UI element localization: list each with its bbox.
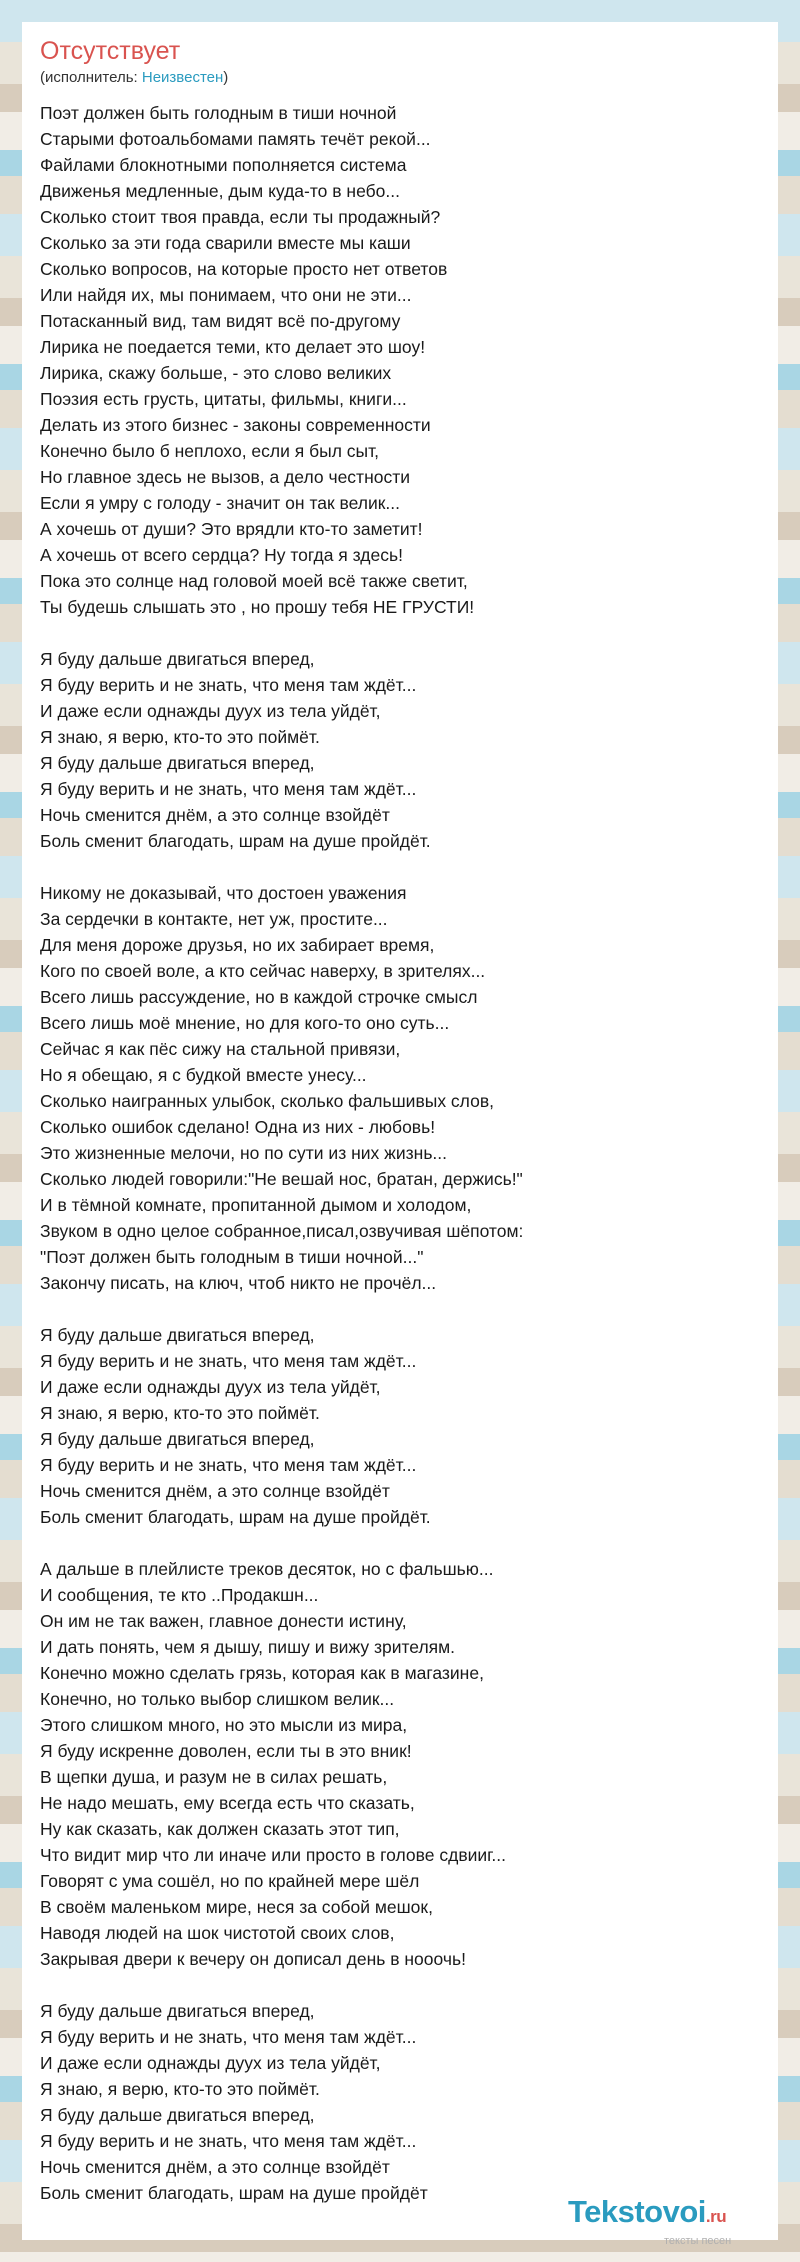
lyrics-line: Я буду дальше двигаться вперед, [40, 2001, 315, 2021]
lyrics-line: Боль сменит благодать, шрам на душе пройдёт [40, 2183, 428, 2203]
lyrics-line: Всего лишь рассуждение, но в каждой строчке смысл [40, 987, 478, 1007]
lyrics-line: Я знаю, я верю, кто-то это поймёт. [40, 1403, 320, 1423]
lyrics-line: Я буду искренне доволен, если ты в это вник! [40, 1741, 412, 1761]
lyrics-line: Я буду дальше двигаться вперед, [40, 1325, 315, 1345]
lyrics-line: Наводя людей на шок чистотой своих слов, [40, 1923, 395, 1943]
lyrics-line: Поэзия есть грусть, цитаты, фильмы, книги... [40, 389, 407, 409]
lyrics-line: Закрывая двери к вечеру он дописал день в нооочь! [40, 1949, 466, 1969]
lyrics-line: Звуком в одно целое собранное,писал,озвучивая шёпотом: [40, 1221, 524, 1241]
lyrics-line: Я буду дальше двигаться вперед, [40, 649, 315, 669]
lyrics-line: Я буду верить и не знать, что меня там ждёт... [40, 2027, 417, 2047]
lyrics-sheet [22, 22, 778, 2240]
lyrics-line: Ночь сменится днём, а это солнце взойдёт [40, 805, 390, 825]
lyrics-line: Он им не так важен, главное донести истину, [40, 1611, 407, 1631]
lyrics-line: Я буду верить и не знать, что меня там ждёт... [40, 2131, 417, 2151]
artist-link[interactable]: Неизвестен [141, 69, 224, 86]
lyrics-line: Боль сменит благодать, шрам на душе пройдёт. [40, 1507, 431, 1527]
lyrics-line: Или найдя их, мы понимаем, что они не эти... [40, 285, 412, 305]
lyrics-line: Я знаю, я верю, кто-то это поймёт. [40, 727, 320, 747]
lyrics-line: Делать из этого бизнес - законы современности [40, 415, 431, 435]
lyrics-line: Лирика, скажу больше, - это слово великих [40, 363, 392, 383]
lyrics-line: Лирика не поедается теми, кто делает это шоу! [40, 337, 426, 357]
song-title: Отсутствует [40, 37, 181, 65]
lyrics-stanza [40, 1322, 760, 1530]
lyrics-line: И дать понять, чем я дышу, пишу и вижу зрителям. [40, 1637, 456, 1657]
lyrics-line: Говорят с ума сошёл, но по крайней мере шёл [40, 1871, 420, 1891]
lyrics-line: И даже если однажды дуух из тела уйдёт, [40, 2053, 381, 2073]
lyrics-line: Пока это солнце над головой моей всё также светит, [40, 571, 468, 591]
logo-tld: .ru [705, 2207, 727, 2226]
lyrics-stanza [40, 646, 760, 854]
lyrics-line: Я буду дальше двигаться вперед, [40, 753, 315, 773]
lyrics-line: И даже если однажды дуух из тела уйдёт, [40, 1377, 381, 1397]
lyrics-line: Но главное здесь не вызов, а дело честности [40, 467, 411, 487]
lyrics-line: В своём маленьком мире, неся за собой мешок, [40, 1897, 433, 1917]
lyrics-line: Сколько вопросов, на которые просто нет ответов [40, 259, 448, 279]
site-logo[interactable] [568, 2195, 740, 2251]
lyrics-line: Для меня дороже друзья, но их забирает время, [40, 935, 435, 955]
lyrics-line: Старыми фотоальбомами память течёт рекой... [40, 129, 431, 149]
lyrics-line: Я буду дальше двигаться вперед, [40, 2105, 315, 2125]
lyrics-line: Я буду дальше двигаться вперед, [40, 1429, 315, 1449]
lyrics-line: Потасканный вид, там видят всё по-другому [40, 311, 401, 331]
lyrics-line: Сколько наигранных улыбок, сколько фальшивых слов, [40, 1091, 494, 1111]
lyrics-line: Кого по своей воле, а кто сейчас наверху, в зрителях... [40, 961, 486, 981]
lyrics-line: "Поэт должен быть голодным в тиши ночной..." [40, 1247, 424, 1267]
lyrics-stanza [40, 880, 760, 1296]
lyrics-line: За сердечки в контакте, нет уж, простите... [40, 909, 388, 929]
credit-suffix: ) [223, 69, 229, 86]
lyrics-line: Ну как сказать, как должен сказать этот тип, [40, 1819, 400, 1839]
lyrics-line: Боль сменит благодать, шрам на душе пройдёт. [40, 831, 431, 851]
lyrics-line: Я буду верить и не знать, что меня там ждёт... [40, 675, 417, 695]
lyrics-line: Файлами блокнотными пополняется система [40, 155, 407, 175]
lyrics-line: Этого слишком много, но это мысли из мира, [40, 1715, 408, 1735]
lyrics-line: А дальше в плейлисте треков десяток, но с фальшью... [40, 1559, 494, 1579]
lyrics-line: Сколько людей говорили:"Не вешай нос, братан, держись!" [40, 1169, 523, 1189]
lyrics-line: Конечно было б неплохо, если я был сыт, [40, 441, 380, 461]
lyrics-stanza [40, 1998, 760, 2206]
lyrics-line: Ты будешь слышать это , но прошу тебя НЕ ГРУСТИ! [40, 597, 475, 617]
lyrics-line: А хочешь от всего сердца? Ну тогда я здесь! [40, 545, 403, 565]
lyrics-stanza [40, 100, 760, 620]
logo-name: Tekstovoi [568, 2194, 706, 2229]
lyrics-line: В щепки душа, и разум не в силах решать, [40, 1767, 388, 1787]
lyrics-line: Ночь сменится днём, а это солнце взойдёт [40, 1481, 390, 1501]
lyrics-line: Закончу писать, на ключ, чтоб никто не прочёл... [40, 1273, 437, 1293]
lyrics-line: Не надо мешать, ему всегда есть что сказать, [40, 1793, 415, 1813]
lyrics-line: Я знаю, я верю, кто-то это поймёт. [40, 2079, 320, 2099]
lyrics-line: А хочешь от души? Это врядли кто-то заметит! [40, 519, 423, 539]
lyrics-line: Я буду верить и не знать, что меня там ждёт... [40, 1351, 417, 1371]
lyrics-line: Ночь сменится днём, а это солнце взойдёт [40, 2157, 390, 2177]
song-credit [40, 68, 760, 88]
lyrics-line: Если я умру с голоду - значит он так велик... [40, 493, 400, 513]
credit-prefix: (исполнитель: [40, 69, 142, 86]
lyrics-line: Всего лишь моё мнение, но для кого-то оно суть... [40, 1013, 450, 1033]
lyrics-line: И в тёмной комнате, пропитанной дымом и холодом, [40, 1195, 472, 1215]
lyrics-line: Конечно можно сделать грязь, которая как в магазине, [40, 1663, 484, 1683]
lyrics-line: И даже если однажды дуух из тела уйдёт, [40, 701, 381, 721]
lyrics-line: Сейчас я как пёс сижу на стальной привязи, [40, 1039, 401, 1059]
lyrics-line: Но я обещаю, я с будкой вместе унесу... [40, 1065, 367, 1085]
logo-tagline: тексты песен [664, 2235, 732, 2247]
lyrics-line: И сообщения, те кто ..Продакшн... [40, 1585, 319, 1605]
lyrics-line: Я буду верить и не знать, что меня там ждёт... [40, 1455, 417, 1475]
lyrics-line: Конечно, но только выбор слишком велик... [40, 1689, 395, 1709]
lyrics-line: Сколько стоит твоя правда, если ты продажный? [40, 207, 441, 227]
lyrics-line: Я буду верить и не знать, что меня там ждёт... [40, 779, 417, 799]
lyrics-line: Это жизненные мелочи, но по сути из них жизнь... [40, 1143, 448, 1163]
lyrics-stanza [40, 1556, 760, 1972]
lyrics-line: Поэт должен быть голодным в тиши ночной [40, 103, 397, 123]
lyrics-line: Сколько за эти года сварили вместе мы каши [40, 233, 411, 253]
lyrics-line: Никому не доказывай, что достоен уважения [40, 883, 407, 903]
lyrics-line: Сколько ошибок сделано! Одна из них - любовь! [40, 1117, 436, 1137]
lyrics-line: Что видит мир что ли иначе или просто в голове сдвииг... [40, 1845, 507, 1865]
lyrics-line: Движенья медленные, дым куда-то в небо... [40, 181, 400, 201]
lyrics-body [40, 100, 760, 2206]
